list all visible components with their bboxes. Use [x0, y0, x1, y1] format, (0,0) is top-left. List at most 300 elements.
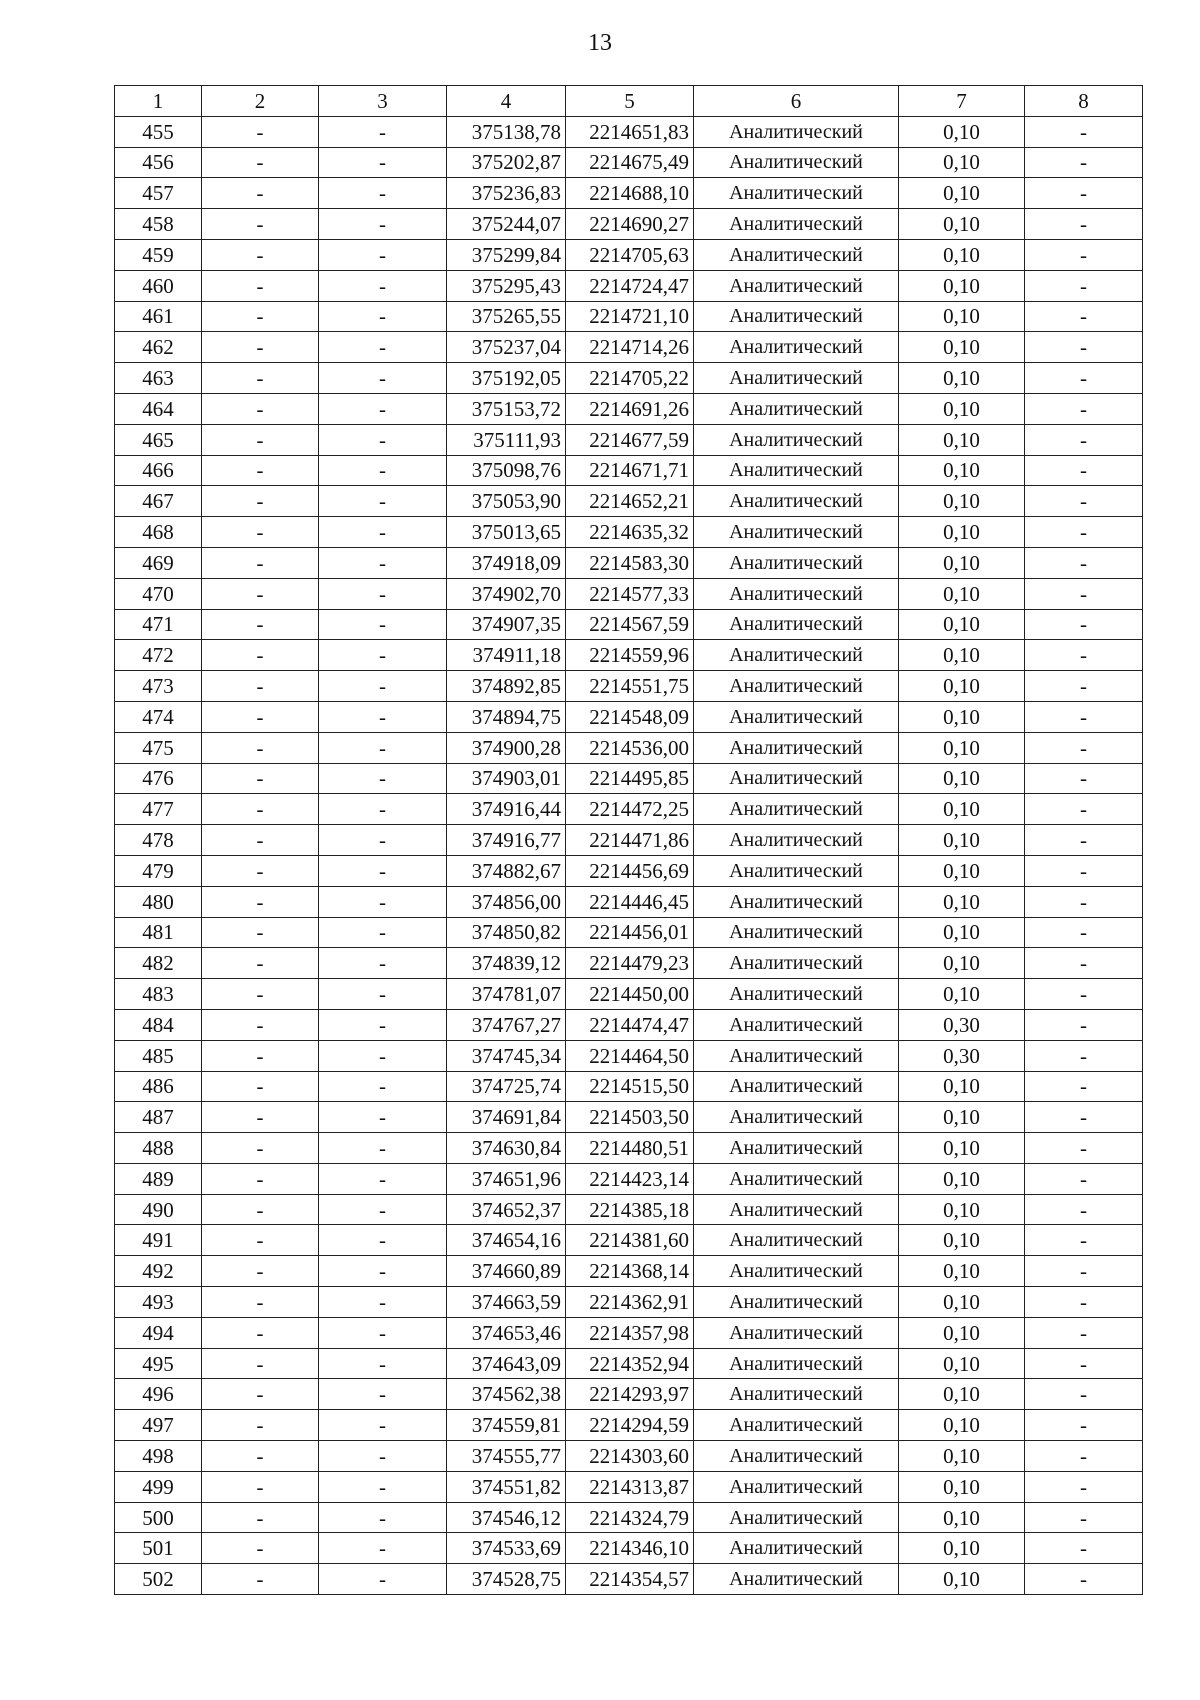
col2-cell: - [202, 209, 319, 240]
col2-cell: - [202, 701, 319, 732]
x-coordinate-cell: 374660,89 [447, 1256, 566, 1287]
accuracy-cell: 0,10 [899, 424, 1025, 455]
column-header: 6 [694, 86, 899, 117]
accuracy-cell: 0,10 [899, 948, 1025, 979]
col3-cell: - [319, 609, 447, 640]
y-coordinate-cell: 2214446,45 [566, 886, 694, 917]
x-coordinate-cell: 375013,65 [447, 517, 566, 548]
page-number: 13 [588, 30, 612, 56]
y-coordinate-cell: 2214303,60 [566, 1441, 694, 1472]
table-row [115, 1133, 1143, 1164]
y-coordinate-cell: 2214368,14 [566, 1256, 694, 1287]
y-coordinate-cell: 2214456,01 [566, 917, 694, 948]
x-coordinate-cell: 374546,12 [447, 1502, 566, 1533]
y-coordinate-cell: 2214559,96 [566, 640, 694, 671]
y-coordinate-cell: 2214423,14 [566, 1163, 694, 1194]
y-coordinate-cell: 2214714,26 [566, 332, 694, 363]
col8-cell: - [1025, 671, 1143, 702]
col3-cell: - [319, 1256, 447, 1287]
y-coordinate-cell: 2214480,51 [566, 1133, 694, 1164]
method-cell: Аналитический [694, 794, 899, 825]
col3-cell: - [319, 332, 447, 363]
col8-cell: - [1025, 917, 1143, 948]
method-cell: Аналитический [694, 1502, 899, 1533]
method-cell: Аналитический [694, 732, 899, 763]
col2-cell: - [202, 332, 319, 363]
y-coordinate-cell: 2214346,10 [566, 1533, 694, 1564]
table-row [115, 1287, 1143, 1318]
table-row [115, 363, 1143, 394]
col8-cell: - [1025, 239, 1143, 270]
accuracy-cell: 0,10 [899, 1502, 1025, 1533]
table-row [115, 1410, 1143, 1441]
col3-cell: - [319, 1410, 447, 1441]
table-row [115, 455, 1143, 486]
col8-cell: - [1025, 301, 1143, 332]
col2-cell: - [202, 1502, 319, 1533]
point-number-cell: 462 [115, 332, 202, 363]
point-number-cell: 489 [115, 1163, 202, 1194]
col2-cell: - [202, 855, 319, 886]
point-number-cell: 458 [115, 209, 202, 240]
col3-cell: - [319, 178, 447, 209]
method-cell: Аналитический [694, 1348, 899, 1379]
point-number-cell: 494 [115, 1317, 202, 1348]
accuracy-cell: 0,10 [899, 1194, 1025, 1225]
column-header: 8 [1025, 86, 1143, 117]
table-row [115, 1009, 1143, 1040]
point-number-cell: 502 [115, 1564, 202, 1595]
y-coordinate-cell: 2214677,59 [566, 424, 694, 455]
point-number-cell: 498 [115, 1441, 202, 1472]
table-row [115, 794, 1143, 825]
col8-cell: - [1025, 1040, 1143, 1071]
point-number-cell: 466 [115, 455, 202, 486]
x-coordinate-cell: 375237,04 [447, 332, 566, 363]
point-number-cell: 500 [115, 1502, 202, 1533]
x-coordinate-cell: 374551,82 [447, 1471, 566, 1502]
col8-cell: - [1025, 517, 1143, 548]
x-coordinate-cell: 374555,77 [447, 1441, 566, 1472]
x-coordinate-cell: 375192,05 [447, 363, 566, 394]
col8-cell: - [1025, 178, 1143, 209]
accuracy-cell: 0,10 [899, 239, 1025, 270]
col2-cell: - [202, 671, 319, 702]
table-row [115, 486, 1143, 517]
col3-cell: - [319, 1348, 447, 1379]
col2-cell: - [202, 1040, 319, 1071]
y-coordinate-cell: 2214721,10 [566, 301, 694, 332]
point-number-cell: 490 [115, 1194, 202, 1225]
col2-cell: - [202, 1163, 319, 1194]
y-coordinate-cell: 2214294,59 [566, 1410, 694, 1441]
col8-cell: - [1025, 209, 1143, 240]
method-cell: Аналитический [694, 609, 899, 640]
method-cell: Аналитический [694, 116, 899, 147]
col2-cell: - [202, 116, 319, 147]
table-row [115, 1348, 1143, 1379]
col3-cell: - [319, 486, 447, 517]
col8-cell: - [1025, 1348, 1143, 1379]
col3-cell: - [319, 732, 447, 763]
col2-cell: - [202, 917, 319, 948]
table-row [115, 1163, 1143, 1194]
point-number-cell: 457 [115, 178, 202, 209]
y-coordinate-cell: 2214354,57 [566, 1564, 694, 1595]
point-number-cell: 496 [115, 1379, 202, 1410]
table-row [115, 1564, 1143, 1595]
point-number-cell: 474 [115, 701, 202, 732]
col8-cell: - [1025, 393, 1143, 424]
col8-cell: - [1025, 948, 1143, 979]
table-row [115, 147, 1143, 178]
y-coordinate-cell: 2214474,47 [566, 1009, 694, 1040]
table-row [115, 301, 1143, 332]
y-coordinate-cell: 2214583,30 [566, 547, 694, 578]
col2-cell: - [202, 1317, 319, 1348]
point-number-cell: 469 [115, 547, 202, 578]
col3-cell: - [319, 1133, 447, 1164]
x-coordinate-cell: 375295,43 [447, 270, 566, 301]
method-cell: Аналитический [694, 1040, 899, 1071]
y-coordinate-cell: 2214357,98 [566, 1317, 694, 1348]
col2-cell: - [202, 1348, 319, 1379]
accuracy-cell: 0,10 [899, 917, 1025, 948]
y-coordinate-cell: 2214381,60 [566, 1225, 694, 1256]
accuracy-cell: 0,10 [899, 763, 1025, 794]
table-row [115, 1317, 1143, 1348]
accuracy-cell: 0,10 [899, 794, 1025, 825]
x-coordinate-cell: 374745,34 [447, 1040, 566, 1071]
col8-cell: - [1025, 1071, 1143, 1102]
col3-cell: - [319, 363, 447, 394]
col2-cell: - [202, 301, 319, 332]
col3-cell: - [319, 794, 447, 825]
col8-cell: - [1025, 701, 1143, 732]
col2-cell: - [202, 1287, 319, 1318]
col2-cell: - [202, 1379, 319, 1410]
method-cell: Аналитический [694, 1071, 899, 1102]
method-cell: Аналитический [694, 1256, 899, 1287]
x-coordinate-cell: 374916,77 [447, 825, 566, 856]
col8-cell: - [1025, 1133, 1143, 1164]
accuracy-cell: 0,10 [899, 363, 1025, 394]
col3-cell: - [319, 517, 447, 548]
y-coordinate-cell: 2214567,59 [566, 609, 694, 640]
col3-cell: - [319, 578, 447, 609]
col3-cell: - [319, 455, 447, 486]
x-coordinate-cell: 374856,00 [447, 886, 566, 917]
col2-cell: - [202, 455, 319, 486]
accuracy-cell: 0,10 [899, 640, 1025, 671]
col2-cell: - [202, 732, 319, 763]
col3-cell: - [319, 239, 447, 270]
point-number-cell: 461 [115, 301, 202, 332]
x-coordinate-cell: 374781,07 [447, 979, 566, 1010]
accuracy-cell: 0,10 [899, 1102, 1025, 1133]
column-header: 1 [115, 86, 202, 117]
table-row [115, 1441, 1143, 1472]
x-coordinate-cell: 374892,85 [447, 671, 566, 702]
col2-cell: - [202, 1009, 319, 1040]
x-coordinate-cell: 375265,55 [447, 301, 566, 332]
col2-cell: - [202, 1441, 319, 1472]
column-header: 5 [566, 86, 694, 117]
col3-cell: - [319, 825, 447, 856]
accuracy-cell: 0,10 [899, 486, 1025, 517]
table-row [115, 116, 1143, 147]
x-coordinate-cell: 374630,84 [447, 1133, 566, 1164]
col2-cell: - [202, 825, 319, 856]
point-number-cell: 486 [115, 1071, 202, 1102]
method-cell: Аналитический [694, 147, 899, 178]
y-coordinate-cell: 2214515,50 [566, 1071, 694, 1102]
col3-cell: - [319, 1533, 447, 1564]
accuracy-cell: 0,10 [899, 1348, 1025, 1379]
y-coordinate-cell: 2214471,86 [566, 825, 694, 856]
accuracy-cell: 0,10 [899, 116, 1025, 147]
col3-cell: - [319, 1379, 447, 1410]
col2-cell: - [202, 393, 319, 424]
x-coordinate-cell: 374900,28 [447, 732, 566, 763]
col2-cell: - [202, 886, 319, 917]
point-number-cell: 477 [115, 794, 202, 825]
col8-cell: - [1025, 1225, 1143, 1256]
col2-cell: - [202, 1410, 319, 1441]
accuracy-cell: 0,10 [899, 609, 1025, 640]
col3-cell: - [319, 979, 447, 1010]
table-row [115, 178, 1143, 209]
col2-cell: - [202, 609, 319, 640]
x-coordinate-cell: 374528,75 [447, 1564, 566, 1595]
table-row [115, 517, 1143, 548]
col8-cell: - [1025, 1379, 1143, 1410]
point-number-cell: 479 [115, 855, 202, 886]
accuracy-cell: 0,10 [899, 1225, 1025, 1256]
accuracy-cell: 0,10 [899, 209, 1025, 240]
col8-cell: - [1025, 1441, 1143, 1472]
table-row [115, 332, 1143, 363]
col8-cell: - [1025, 332, 1143, 363]
x-coordinate-cell: 375236,83 [447, 178, 566, 209]
method-cell: Аналитический [694, 855, 899, 886]
accuracy-cell: 0,10 [899, 1379, 1025, 1410]
table-row [115, 1471, 1143, 1502]
point-number-cell: 468 [115, 517, 202, 548]
point-number-cell: 484 [115, 1009, 202, 1040]
col2-cell: - [202, 578, 319, 609]
method-cell: Аналитический [694, 424, 899, 455]
x-coordinate-cell: 374691,84 [447, 1102, 566, 1133]
x-coordinate-cell: 374894,75 [447, 701, 566, 732]
col3-cell: - [319, 1071, 447, 1102]
col2-cell: - [202, 517, 319, 548]
table-row [115, 609, 1143, 640]
method-cell: Аналитический [694, 1533, 899, 1564]
point-number-cell: 471 [115, 609, 202, 640]
col3-cell: - [319, 116, 447, 147]
method-cell: Аналитический [694, 178, 899, 209]
x-coordinate-cell: 374882,67 [447, 855, 566, 886]
y-coordinate-cell: 2214362,91 [566, 1287, 694, 1318]
point-number-cell: 485 [115, 1040, 202, 1071]
point-number-cell: 495 [115, 1348, 202, 1379]
x-coordinate-cell: 374653,46 [447, 1317, 566, 1348]
col8-cell: - [1025, 1564, 1143, 1595]
table-row [115, 547, 1143, 578]
col3-cell: - [319, 855, 447, 886]
col2-cell: - [202, 363, 319, 394]
x-coordinate-cell: 374767,27 [447, 1009, 566, 1040]
x-coordinate-cell: 374839,12 [447, 948, 566, 979]
col2-cell: - [202, 979, 319, 1010]
y-coordinate-cell: 2214705,22 [566, 363, 694, 394]
col2-cell: - [202, 1471, 319, 1502]
method-cell: Аналитический [694, 886, 899, 917]
table-body [115, 116, 1143, 1594]
method-cell: Аналитический [694, 363, 899, 394]
col3-cell: - [319, 1287, 447, 1318]
x-coordinate-cell: 375244,07 [447, 209, 566, 240]
point-number-cell: 472 [115, 640, 202, 671]
col8-cell: - [1025, 1287, 1143, 1318]
table-row [115, 763, 1143, 794]
x-coordinate-cell: 374643,09 [447, 1348, 566, 1379]
col8-cell: - [1025, 855, 1143, 886]
col8-cell: - [1025, 1317, 1143, 1348]
col2-cell: - [202, 948, 319, 979]
x-coordinate-cell: 375098,76 [447, 455, 566, 486]
col8-cell: - [1025, 424, 1143, 455]
y-coordinate-cell: 2214724,47 [566, 270, 694, 301]
col8-cell: - [1025, 455, 1143, 486]
point-number-cell: 492 [115, 1256, 202, 1287]
point-number-cell: 465 [115, 424, 202, 455]
x-coordinate-cell: 374559,81 [447, 1410, 566, 1441]
x-coordinate-cell: 374903,01 [447, 763, 566, 794]
col3-cell: - [319, 640, 447, 671]
accuracy-cell: 0,10 [899, 517, 1025, 548]
accuracy-cell: 0,10 [899, 1163, 1025, 1194]
col3-cell: - [319, 1009, 447, 1040]
table-row [115, 1502, 1143, 1533]
col3-cell: - [319, 1163, 447, 1194]
col3-cell: - [319, 547, 447, 578]
col8-cell: - [1025, 886, 1143, 917]
col8-cell: - [1025, 486, 1143, 517]
y-coordinate-cell: 2214324,79 [566, 1502, 694, 1533]
x-coordinate-cell: 375138,78 [447, 116, 566, 147]
point-number-cell: 455 [115, 116, 202, 147]
x-coordinate-cell: 374902,70 [447, 578, 566, 609]
method-cell: Аналитический [694, 239, 899, 270]
y-coordinate-cell: 2214495,85 [566, 763, 694, 794]
table-row [115, 825, 1143, 856]
table-row [115, 917, 1143, 948]
y-coordinate-cell: 2214651,83 [566, 116, 694, 147]
x-coordinate-cell: 375202,87 [447, 147, 566, 178]
table-row [115, 1379, 1143, 1410]
point-number-cell: 487 [115, 1102, 202, 1133]
col8-cell: - [1025, 1194, 1143, 1225]
method-cell: Аналитический [694, 517, 899, 548]
table-header-row [115, 86, 1143, 117]
x-coordinate-cell: 374663,59 [447, 1287, 566, 1318]
col8-cell: - [1025, 979, 1143, 1010]
col8-cell: - [1025, 116, 1143, 147]
y-coordinate-cell: 2214313,87 [566, 1471, 694, 1502]
x-coordinate-cell: 374850,82 [447, 917, 566, 948]
accuracy-cell: 0,10 [899, 147, 1025, 178]
method-cell: Аналитический [694, 701, 899, 732]
y-coordinate-cell: 2214635,32 [566, 517, 694, 548]
y-coordinate-cell: 2214691,26 [566, 393, 694, 424]
table-row [115, 270, 1143, 301]
point-number-cell: 480 [115, 886, 202, 917]
point-number-cell: 476 [115, 763, 202, 794]
method-cell: Аналитический [694, 979, 899, 1010]
y-coordinate-cell: 2214688,10 [566, 178, 694, 209]
y-coordinate-cell: 2214479,23 [566, 948, 694, 979]
method-cell: Аналитический [694, 640, 899, 671]
y-coordinate-cell: 2214293,97 [566, 1379, 694, 1410]
table-row [115, 701, 1143, 732]
method-cell: Аналитический [694, 1317, 899, 1348]
point-number-cell: 470 [115, 578, 202, 609]
col8-cell: - [1025, 578, 1143, 609]
col8-cell: - [1025, 1009, 1143, 1040]
y-coordinate-cell: 2214705,63 [566, 239, 694, 270]
coordinates-table [114, 85, 1143, 1595]
x-coordinate-cell: 374911,18 [447, 640, 566, 671]
method-cell: Аналитический [694, 1009, 899, 1040]
table-row [115, 855, 1143, 886]
col2-cell: - [202, 147, 319, 178]
y-coordinate-cell: 2214503,50 [566, 1102, 694, 1133]
col8-cell: - [1025, 1533, 1143, 1564]
accuracy-cell: 0,10 [899, 1564, 1025, 1595]
point-number-cell: 460 [115, 270, 202, 301]
x-coordinate-cell: 374562,38 [447, 1379, 566, 1410]
method-cell: Аналитический [694, 1133, 899, 1164]
y-coordinate-cell: 2214352,94 [566, 1348, 694, 1379]
y-coordinate-cell: 2214671,71 [566, 455, 694, 486]
point-number-cell: 482 [115, 948, 202, 979]
x-coordinate-cell: 375153,72 [447, 393, 566, 424]
method-cell: Аналитический [694, 547, 899, 578]
col3-cell: - [319, 701, 447, 732]
col8-cell: - [1025, 825, 1143, 856]
accuracy-cell: 0,10 [899, 178, 1025, 209]
table-row [115, 209, 1143, 240]
point-number-cell: 491 [115, 1225, 202, 1256]
accuracy-cell: 0,10 [899, 1410, 1025, 1441]
accuracy-cell: 0,10 [899, 1071, 1025, 1102]
accuracy-cell: 0,10 [899, 301, 1025, 332]
method-cell: Аналитический [694, 1410, 899, 1441]
method-cell: Аналитический [694, 917, 899, 948]
accuracy-cell: 0,10 [899, 1441, 1025, 1472]
y-coordinate-cell: 2214577,33 [566, 578, 694, 609]
col8-cell: - [1025, 1471, 1143, 1502]
col2-cell: - [202, 640, 319, 671]
table-row [115, 886, 1143, 917]
table-row [115, 1533, 1143, 1564]
column-header: 3 [319, 86, 447, 117]
accuracy-cell: 0,30 [899, 1040, 1025, 1071]
col3-cell: - [319, 424, 447, 455]
col3-cell: - [319, 393, 447, 424]
